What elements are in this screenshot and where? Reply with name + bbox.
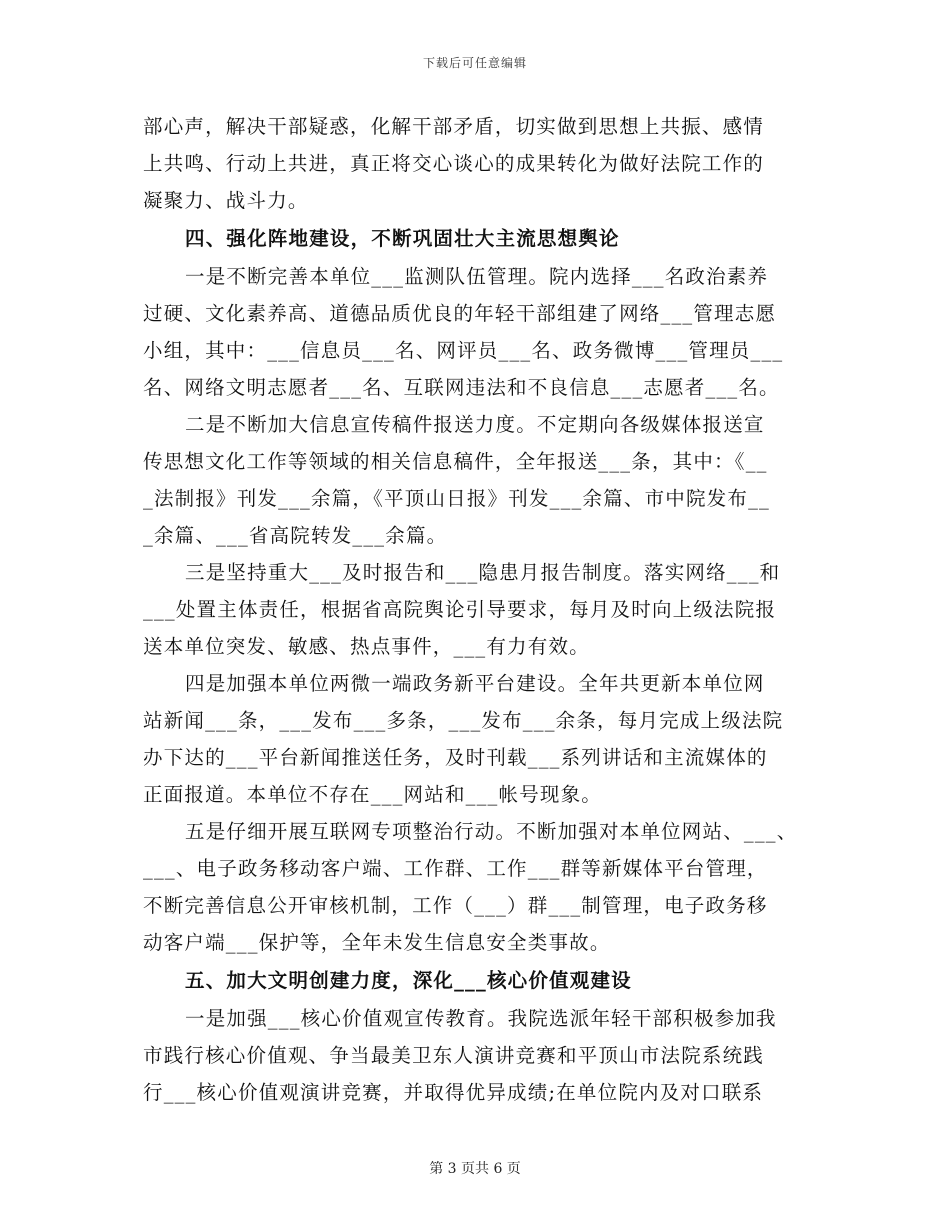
text-line: 上共鸣、行动上共进，真正将交心谈心的成果转化为做好法院工作的 xyxy=(143,152,765,175)
text-line: 动客户端___保护等，全年未发生信息安全类事故。 xyxy=(143,931,611,954)
section-heading: 四、强化阵地建设，不断巩固壮大主流思想舆论 xyxy=(185,227,620,250)
text-line: 小组，其中：___信息员___名、网评员___名、政务微博___管理员___ xyxy=(143,339,784,362)
text-line: 行___核心价值观演讲竞赛，并取得优异成绩;在单位院内及对口联系 xyxy=(143,1081,764,1104)
text-line: 正面报道。本单位不存在___网站和___帐号现象。 xyxy=(143,783,603,806)
text-line: ___处置主体责任，根据省高院舆论引导要求，每月及时向上级法院报 xyxy=(143,598,777,621)
text-line: 不断完善信息公开审核机制，工作（___）群___制管理，电子政务移 xyxy=(143,894,768,917)
text-line: 凝聚力、战斗力。 xyxy=(143,189,309,212)
paragraph-start: 四是加强本单位两微一端政务新平台建设。全年共更新本单位网 xyxy=(185,672,765,695)
text-line: 名、网络文明志愿者___名、互联网违法和不良信息___志愿者___名。 xyxy=(143,376,780,399)
text-line: 送本单位突发、敏感、热点事件，___有力有效。 xyxy=(143,635,590,658)
text-line: 市践行核心价值观、争当最美卫东人演讲竞赛和平顶山市法院系统践 xyxy=(143,1044,765,1067)
text-line: 站新闻___条，___发布___多条，___发布___余条，每月完成上级法院 xyxy=(143,709,784,732)
paragraph-start: 三是坚持重大___及时报告和___隐患月报告制度。落实网络___和 xyxy=(185,561,781,584)
text-line: _法制报》刊发___余篇，《平顶山日报》刊发___余篇、市中院发布__ xyxy=(143,487,771,510)
paragraph-start: 一是不断完善本单位___监测队伍管理。院内选择___名政治素养 xyxy=(185,265,769,288)
paragraph-start: 一是加强___核心价值观宣传教育。我院选派年轻干部积极参加我 xyxy=(185,1007,777,1030)
text-line: 部心声，解决干部疑惑，化解干部矛盾，切实做到思想上共振、感情 xyxy=(143,115,765,138)
text-line: _余篇、___省高院转发___余篇。 xyxy=(143,524,448,547)
paragraph-start: 二是不断加大信息宣传稿件报送力度。不定期向各级媒体报送宣 xyxy=(185,413,765,436)
page-number: 第 3 页共 6 页 xyxy=(429,1161,521,1177)
paragraph-start: 五是仔细开展互联网专项整治行动。不断加强对本单位网站、___、 xyxy=(185,820,798,843)
text-line: 传思想文化工作等领域的相关信息稿件，全年报送___条，其中：《__ xyxy=(143,450,768,473)
text-line: 过硬、文化素养高、道德品质优良的年轻干部组建了网络___管理志愿 xyxy=(143,302,777,325)
section-heading: 五、加大文明创建力度，深化___核心价值观建设 xyxy=(185,969,632,992)
document-body xyxy=(143,108,813,1111)
text-line: ___、电子政务移动客户端、工作群、工作___群等新媒体平台管理， xyxy=(143,857,768,880)
page-header: 下载后可任意编辑 xyxy=(422,56,527,70)
text-line: 办下达的___平台新闻推送任务，及时刊载___系列讲话和主流媒体的 xyxy=(143,746,768,769)
